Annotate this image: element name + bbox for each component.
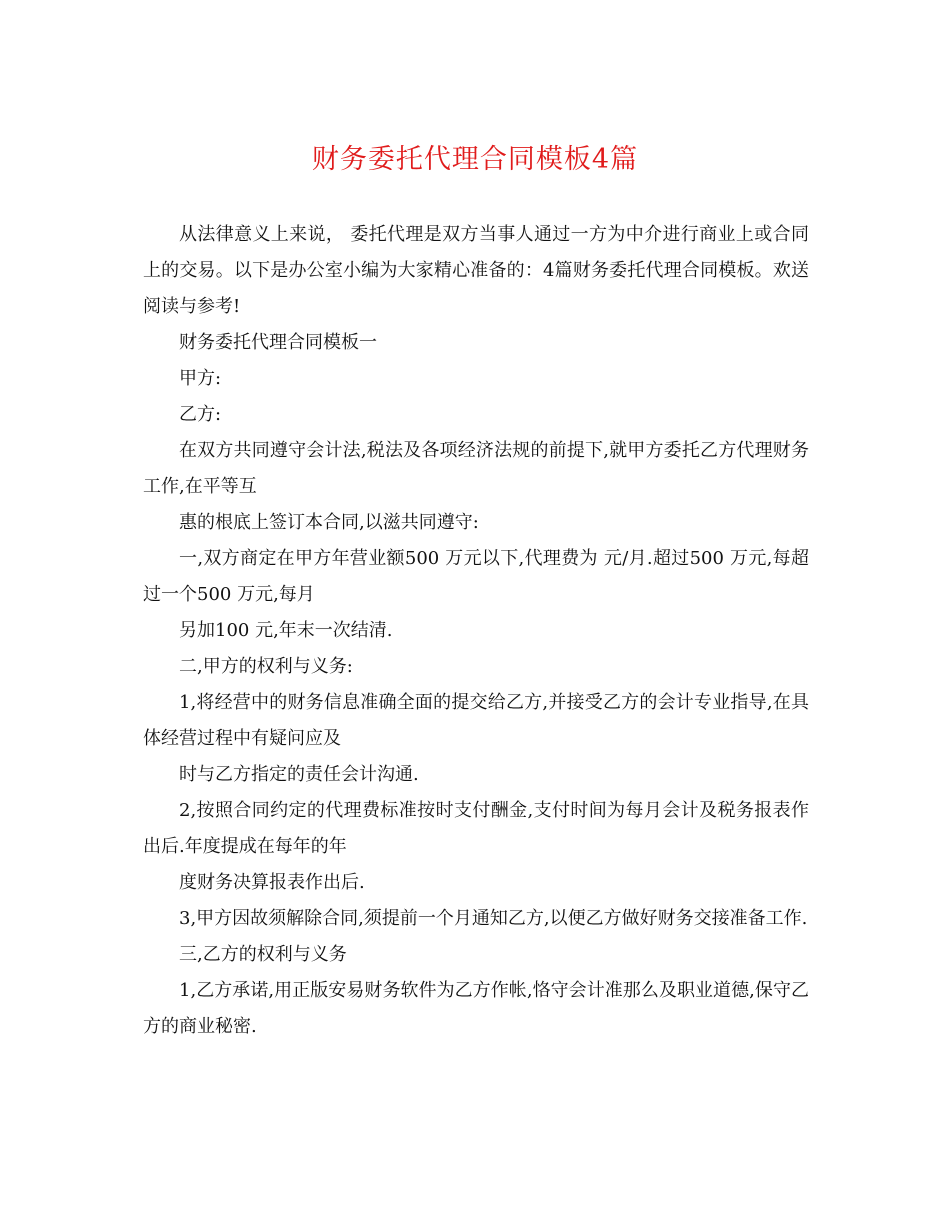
clause-two-item-1-continued: 时与乙方指定的责任会计沟通. — [179, 764, 419, 785]
contract-paragraph: 在双方共同遵守会计法,税法及各项经济法规的前提下,就甲方委托乙方代理财务工作,在平等互 — [143, 440, 809, 497]
clause-one-paragraph: 一,双方商定在甲方年营业额500 万元以下,代理费为 元/月.超过500 万元,每超过一个500 万元,每月 — [143, 548, 809, 605]
contract-paragraph: 惠的根底上签订本合同,以滋共同遵守: — [179, 512, 479, 533]
clause-two-item-2-continued: 度财务决算报表作出后. — [179, 872, 365, 893]
document-title: 财务委托代理合同模板4篇 — [311, 144, 639, 175]
clause-one-continued: 另加100 元,年末一次结清. — [179, 620, 393, 641]
clause-two-item-2: 2,按照合同约定的代理费标准按时支付酬金,支付时间为每月会计及税务报表作出后.年度提成在每年的年 — [143, 800, 809, 857]
party-a-line: 甲方: — [179, 368, 222, 389]
clause-two-item-1: 1,将经营中的财务信息准确全面的提交给乙方,并接受乙方的会计专业指导,在具体经营过程中有疑问应及 — [143, 692, 809, 749]
clause-three-item-1: 1,乙方承诺,用正版安易财务软件为乙方作帐,恪守会计准那么及职业道德,保守乙方的商业秘密. — [143, 980, 809, 1037]
clause-two-heading: 二,甲方的权利与义务: — [179, 656, 353, 677]
document-body — [143, 217, 809, 1045]
section-heading-template-one: 财务委托代理合同模板一 — [179, 332, 377, 353]
party-b-line: 乙方: — [179, 404, 222, 425]
clause-three-heading: 三,乙方的权利与义务 — [179, 944, 347, 965]
intro-paragraph: 从法律意义上来说， 委托代理是双方当事人通过一方为中介进行商业上或合同上的交易。以下是办公室小编为大家精心准备的：4篇财务委托代理合同模板。欢送阅读与参考! — [143, 224, 809, 317]
clause-two-item-3: 3,甲方因故须解除合同,须提前一个月通知乙方,以便乙方做好财务交接准备工作. — [179, 908, 808, 929]
